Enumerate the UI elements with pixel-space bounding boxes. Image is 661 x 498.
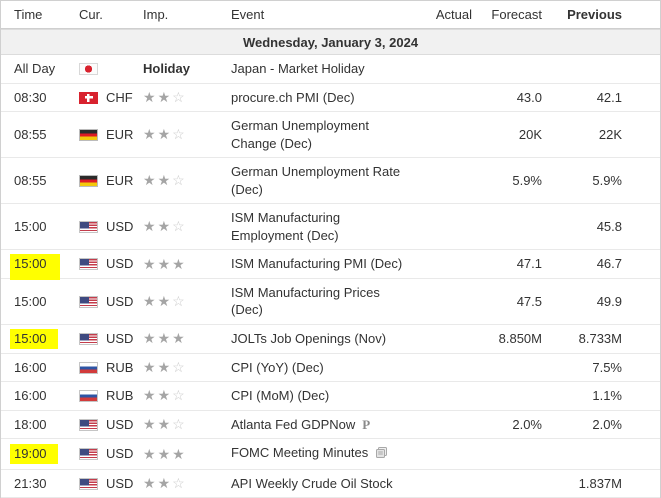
event-previous: 49.9 xyxy=(596,293,622,309)
event-importance xyxy=(143,474,231,493)
event-importance xyxy=(143,445,231,464)
event-importance xyxy=(143,60,231,78)
switzerland-flag-icon xyxy=(79,92,98,104)
event-name-cell xyxy=(231,250,422,278)
event-link[interactable]: ISM Manufacturing Prices (Dec) xyxy=(231,284,380,318)
event-forecast: 47.5 xyxy=(516,293,542,309)
time-highlight: 15:00 xyxy=(10,254,60,280)
event-row[interactable] xyxy=(1,382,660,411)
event-name-cell xyxy=(231,382,422,410)
star-filled-icon: ★ xyxy=(143,172,158,189)
star-empty-icon: ☆ xyxy=(172,475,187,492)
event-forecast: 43.0 xyxy=(516,89,542,105)
event-time: 08:55 xyxy=(14,172,47,188)
column-header-forecast: Forecast xyxy=(491,6,542,22)
event-link[interactable]: procure.ch PMI (Dec) xyxy=(231,89,355,105)
event-importance xyxy=(143,386,231,405)
event-currency xyxy=(79,475,143,493)
star-filled-icon: ★ xyxy=(143,218,158,235)
star-filled-icon: ★ xyxy=(157,475,173,492)
event-link[interactable]: German Unemployment Rate (Dec) xyxy=(231,164,401,197)
report-document-icon[interactable] xyxy=(375,447,388,462)
event-row[interactable] xyxy=(1,439,660,470)
usa-flag-icon xyxy=(79,478,98,490)
star-filled-icon: ★ xyxy=(143,293,158,310)
currency-code: USD xyxy=(106,475,134,491)
event-currency xyxy=(79,172,143,190)
currency-code: CHF xyxy=(106,89,133,105)
event-currency xyxy=(79,218,143,236)
star-empty-icon: ☆ xyxy=(172,88,187,105)
event-link[interactable]: Atlanta Fed GDPNow xyxy=(231,416,356,432)
importance-stars xyxy=(143,293,187,309)
event-time: 18:00 xyxy=(14,416,47,432)
event-time xyxy=(14,255,79,273)
importance-stars xyxy=(143,89,187,105)
event-time: 08:55 xyxy=(14,126,47,142)
germany-flag-icon xyxy=(79,129,98,141)
currency-code: USD xyxy=(106,293,134,309)
event-importance xyxy=(143,125,231,144)
russia-flag-icon xyxy=(79,362,98,374)
column-header-currency: Cur. xyxy=(79,6,103,22)
event-name-cell xyxy=(231,325,422,353)
event-name-cell xyxy=(231,84,422,112)
star-filled-icon: ★ xyxy=(172,445,187,462)
importance-stars xyxy=(143,387,187,403)
importance-stars xyxy=(143,126,187,142)
event-currency xyxy=(79,89,143,107)
event-name-cell xyxy=(231,411,422,439)
star-filled-icon: ★ xyxy=(143,255,158,272)
usa-flag-icon xyxy=(79,296,98,308)
date-header: Wednesday, January 3, 2024 xyxy=(1,29,660,55)
event-link[interactable]: FOMC Meeting Minutes xyxy=(231,445,369,461)
event-row[interactable] xyxy=(1,250,660,279)
event-name-cell xyxy=(231,354,422,382)
event-row[interactable] xyxy=(1,279,660,325)
event-row[interactable] xyxy=(1,204,660,250)
star-filled-icon: ★ xyxy=(143,387,158,404)
currency-code: EUR xyxy=(106,126,134,142)
event-link[interactable]: Japan - Market Holiday xyxy=(231,61,365,76)
event-currency xyxy=(79,255,143,273)
importance-stars xyxy=(143,330,187,346)
event-previous: 1.837M xyxy=(578,475,622,491)
star-filled-icon: ★ xyxy=(157,255,173,272)
event-time xyxy=(14,445,79,463)
event-previous: 2.0% xyxy=(592,416,622,432)
event-importance xyxy=(143,329,231,348)
event-row[interactable] xyxy=(1,158,660,204)
event-link[interactable]: ISM Manufacturing PMI (Dec) xyxy=(231,256,403,272)
column-header-importance: Imp. xyxy=(143,6,169,22)
event-currency xyxy=(79,293,143,311)
star-filled-icon: ★ xyxy=(143,475,158,492)
event-previous: 22K xyxy=(598,126,622,142)
germany-flag-icon xyxy=(79,175,98,187)
event-previous: 46.7 xyxy=(596,256,622,272)
event-previous: 8.733M xyxy=(578,331,622,347)
event-importance xyxy=(143,292,231,311)
star-filled-icon: ★ xyxy=(143,358,158,375)
column-header-event: Event xyxy=(231,6,265,22)
event-previous: 42.1 xyxy=(596,89,622,105)
usa-flag-icon xyxy=(79,448,98,460)
star-filled-icon: ★ xyxy=(157,293,173,310)
time-highlight: 19:00 xyxy=(10,444,58,464)
event-time: 08:30 xyxy=(14,89,47,105)
event-currency xyxy=(79,416,143,434)
currency-code: USD xyxy=(106,219,134,235)
star-filled-icon: ★ xyxy=(157,88,173,105)
star-filled-icon: ★ xyxy=(157,358,173,375)
importance-stars xyxy=(143,218,187,234)
star-filled-icon: ★ xyxy=(143,330,158,347)
event-importance xyxy=(143,171,231,190)
star-filled-icon: ★ xyxy=(143,415,158,432)
event-time: 15:00 xyxy=(14,219,47,235)
event-importance xyxy=(143,255,231,274)
event-time: 16:00 xyxy=(14,359,47,375)
column-header-actual: Actual xyxy=(435,6,472,22)
event-importance xyxy=(143,88,231,107)
usa-flag-icon xyxy=(79,221,98,233)
importance-stars xyxy=(143,416,187,432)
russia-flag-icon xyxy=(79,390,98,402)
event-previous: 1.1% xyxy=(592,388,622,404)
event-row[interactable] xyxy=(1,470,660,498)
event-importance xyxy=(143,415,231,434)
event-name-cell xyxy=(231,439,422,469)
usa-flag-icon xyxy=(79,258,98,270)
star-filled-icon: ★ xyxy=(143,126,158,143)
event-link[interactable]: API Weekly Crude Oil Stock xyxy=(231,475,393,491)
event-link[interactable]: German Unemployment Change (Dec) xyxy=(231,118,369,151)
event-currency xyxy=(79,126,143,144)
event-time: All Day xyxy=(14,61,56,76)
star-filled-icon: ★ xyxy=(172,330,187,347)
importance-stars xyxy=(143,446,187,462)
event-forecast: 20K xyxy=(518,126,542,142)
event-importance xyxy=(143,217,231,236)
holiday-label: Holiday xyxy=(143,61,190,76)
currency-code: USD xyxy=(106,256,134,272)
event-currency xyxy=(79,445,143,463)
currency-code: USD xyxy=(106,331,134,347)
star-empty-icon: ☆ xyxy=(172,293,187,310)
table-header-row xyxy=(1,1,660,29)
event-rows-container xyxy=(1,55,660,498)
event-row[interactable] xyxy=(1,112,660,158)
event-previous: 45.8 xyxy=(596,219,622,235)
currency-code: EUR xyxy=(106,172,134,188)
event-time: 15:00 xyxy=(14,293,47,309)
star-filled-icon: ★ xyxy=(157,445,173,462)
column-header-time: Time xyxy=(14,6,43,22)
preliminary-release-icon: P xyxy=(362,416,371,432)
event-time: 21:30 xyxy=(14,475,47,491)
event-forecast: 5.9% xyxy=(512,172,542,188)
event-link[interactable]: CPI (YoY) (Dec) xyxy=(231,359,324,375)
event-time: 16:00 xyxy=(14,388,47,404)
star-filled-icon: ★ xyxy=(157,218,173,235)
event-currency xyxy=(79,60,143,78)
event-forecast: 2.0% xyxy=(512,416,542,432)
event-forecast: 47.1 xyxy=(516,256,542,272)
star-filled-icon: ★ xyxy=(172,255,187,272)
star-filled-icon: ★ xyxy=(157,415,173,432)
importance-stars xyxy=(143,475,187,491)
event-importance xyxy=(143,358,231,377)
event-time xyxy=(14,330,79,348)
usa-flag-icon xyxy=(79,333,98,345)
event-name-cell xyxy=(231,158,422,203)
event-previous: 5.9% xyxy=(592,172,622,188)
usa-flag-icon xyxy=(79,419,98,431)
star-filled-icon: ★ xyxy=(157,126,173,143)
column-header-previous: Previous xyxy=(567,6,622,22)
currency-code: USD xyxy=(106,416,134,432)
event-currency xyxy=(79,330,143,348)
star-empty-icon: ☆ xyxy=(172,387,187,404)
star-empty-icon: ☆ xyxy=(172,126,187,143)
event-name-cell xyxy=(231,470,422,498)
star-empty-icon: ☆ xyxy=(172,218,187,235)
event-currency xyxy=(79,359,143,377)
event-link[interactable]: CPI (MoM) (Dec) xyxy=(231,388,330,404)
currency-code: RUB xyxy=(106,359,134,375)
event-name-cell xyxy=(231,204,422,249)
event-previous: 7.5% xyxy=(592,359,622,375)
time-highlight: 15:00 xyxy=(10,329,58,349)
importance-stars xyxy=(143,256,187,272)
event-link[interactable]: ISM Manufacturing Employment (Dec) xyxy=(231,210,341,243)
japan-flag-icon xyxy=(79,63,98,75)
star-empty-icon: ☆ xyxy=(172,358,187,375)
event-currency xyxy=(79,387,143,405)
currency-code: RUB xyxy=(106,388,134,404)
importance-stars xyxy=(143,172,187,188)
importance-stars xyxy=(143,359,187,375)
event-forecast: 8.850M xyxy=(498,331,542,347)
star-filled-icon: ★ xyxy=(143,445,158,462)
event-row[interactable] xyxy=(1,84,660,113)
event-link[interactable]: JOLTs Job Openings (Nov) xyxy=(231,331,387,347)
event-name-cell xyxy=(231,55,422,83)
star-filled-icon: ★ xyxy=(143,88,158,105)
event-row[interactable] xyxy=(1,55,660,84)
event-row[interactable] xyxy=(1,325,660,354)
event-name-cell xyxy=(231,279,422,324)
star-filled-icon: ★ xyxy=(157,330,173,347)
event-row[interactable] xyxy=(1,354,660,383)
currency-code: USD xyxy=(106,446,134,462)
star-filled-icon: ★ xyxy=(157,172,173,189)
star-empty-icon: ☆ xyxy=(172,415,187,432)
star-empty-icon: ☆ xyxy=(172,172,187,189)
event-row[interactable] xyxy=(1,411,660,440)
star-filled-icon: ★ xyxy=(157,387,173,404)
event-name-cell xyxy=(231,112,422,157)
